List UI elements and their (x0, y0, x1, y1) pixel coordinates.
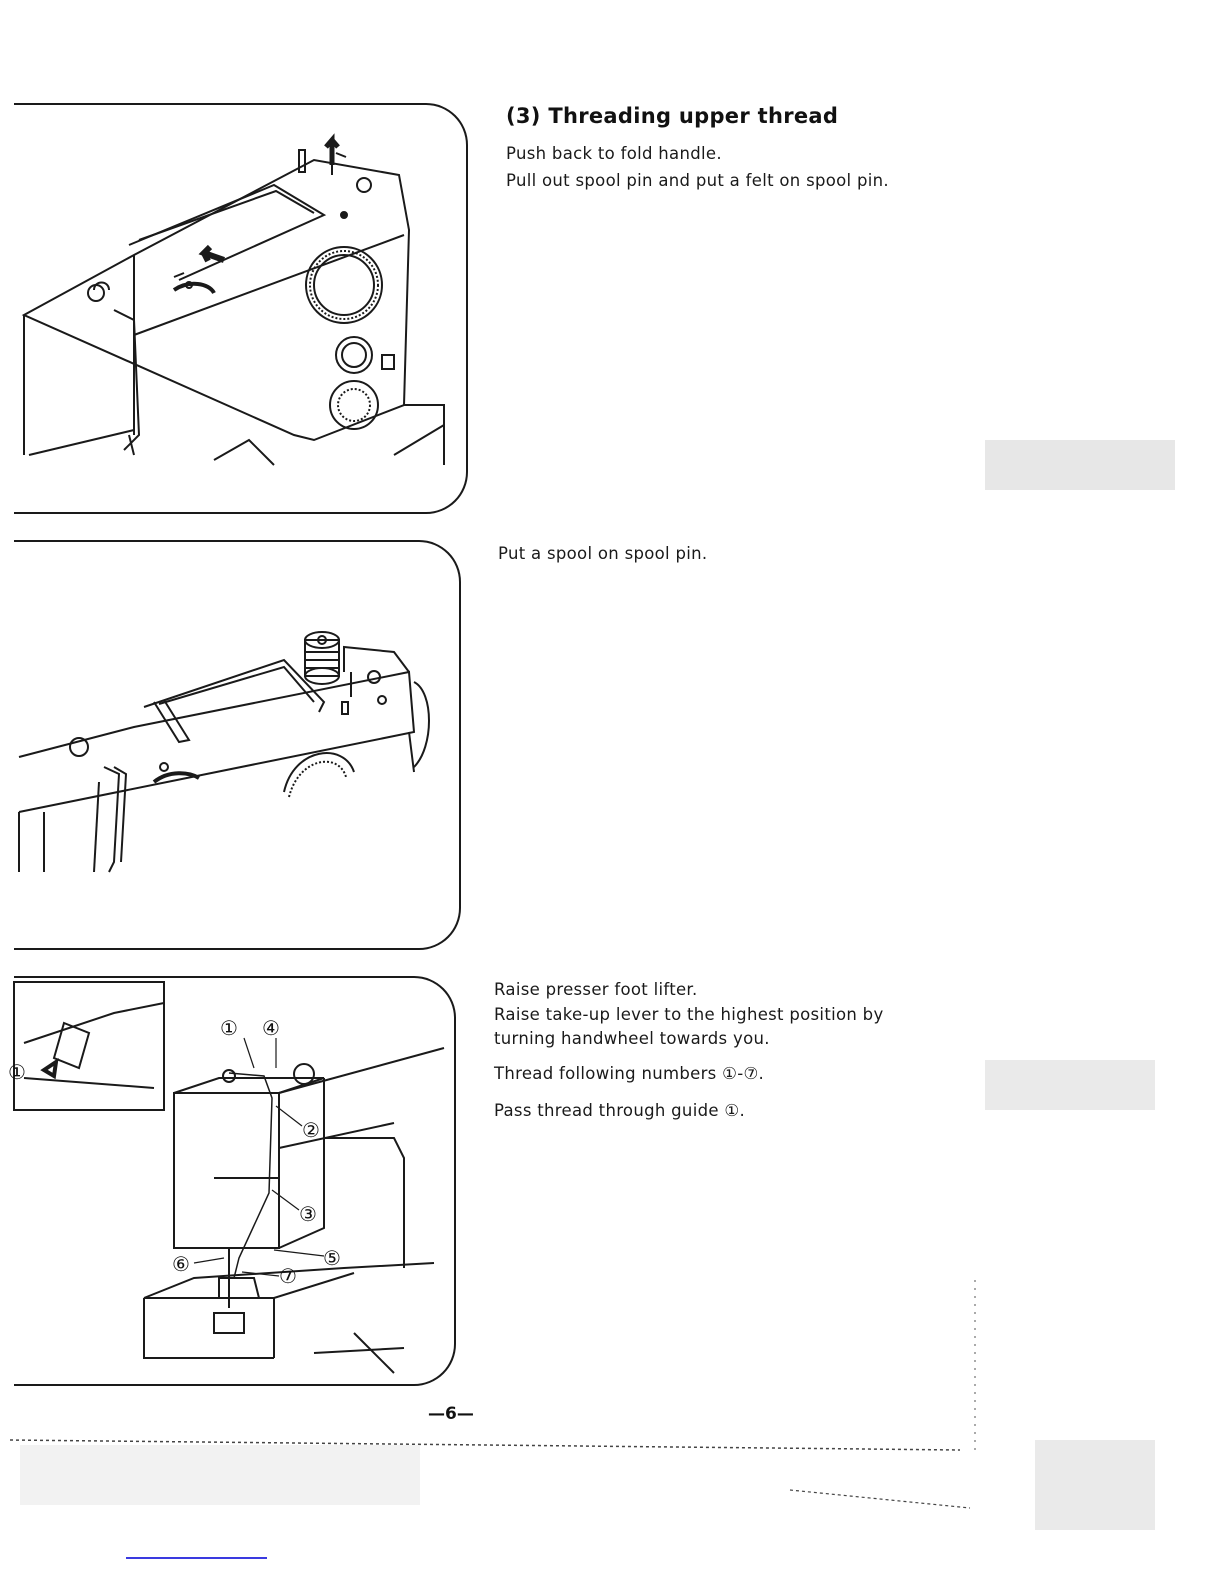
callout-1: ① (220, 1016, 238, 1040)
step3-line2: Raise take-up lever to the highest position by (494, 1005, 884, 1024)
step3-line4: Thread following numbers ①-⑦. (494, 1064, 765, 1083)
section-title: (3) Threading upper thread (506, 104, 839, 128)
figure-fold-handle (14, 103, 468, 514)
link-underline (126, 1557, 267, 1559)
spool-placement-illustration (14, 542, 459, 948)
step3-line5: Pass thread through guide ①. (494, 1101, 745, 1120)
page-number: —6— (428, 1404, 474, 1424)
callout-6: ⑥ (172, 1252, 190, 1276)
figure-threading-path (8, 976, 456, 1386)
callout-7: ⑦ (279, 1264, 297, 1288)
step3-line1: Raise presser foot lifter. (494, 980, 698, 999)
callout-3: ③ (299, 1202, 317, 1226)
step1-line2: Pull out spool pin and put a felt on spool pin. (506, 171, 889, 190)
step2-line1: Put a spool on spool pin. (498, 544, 708, 563)
callout-5: ⑤ (323, 1246, 341, 1270)
figure-spool-on-pin (14, 540, 461, 950)
callout-4: ④ (262, 1016, 280, 1040)
callout-inset-1: ① (8, 1060, 26, 1084)
callout-2: ② (302, 1118, 320, 1142)
step3-line3: turning handwheel towards you. (494, 1029, 770, 1048)
step1-line1: Push back to fold handle. (506, 144, 722, 163)
sewing-machine-top-illustration (14, 105, 466, 512)
